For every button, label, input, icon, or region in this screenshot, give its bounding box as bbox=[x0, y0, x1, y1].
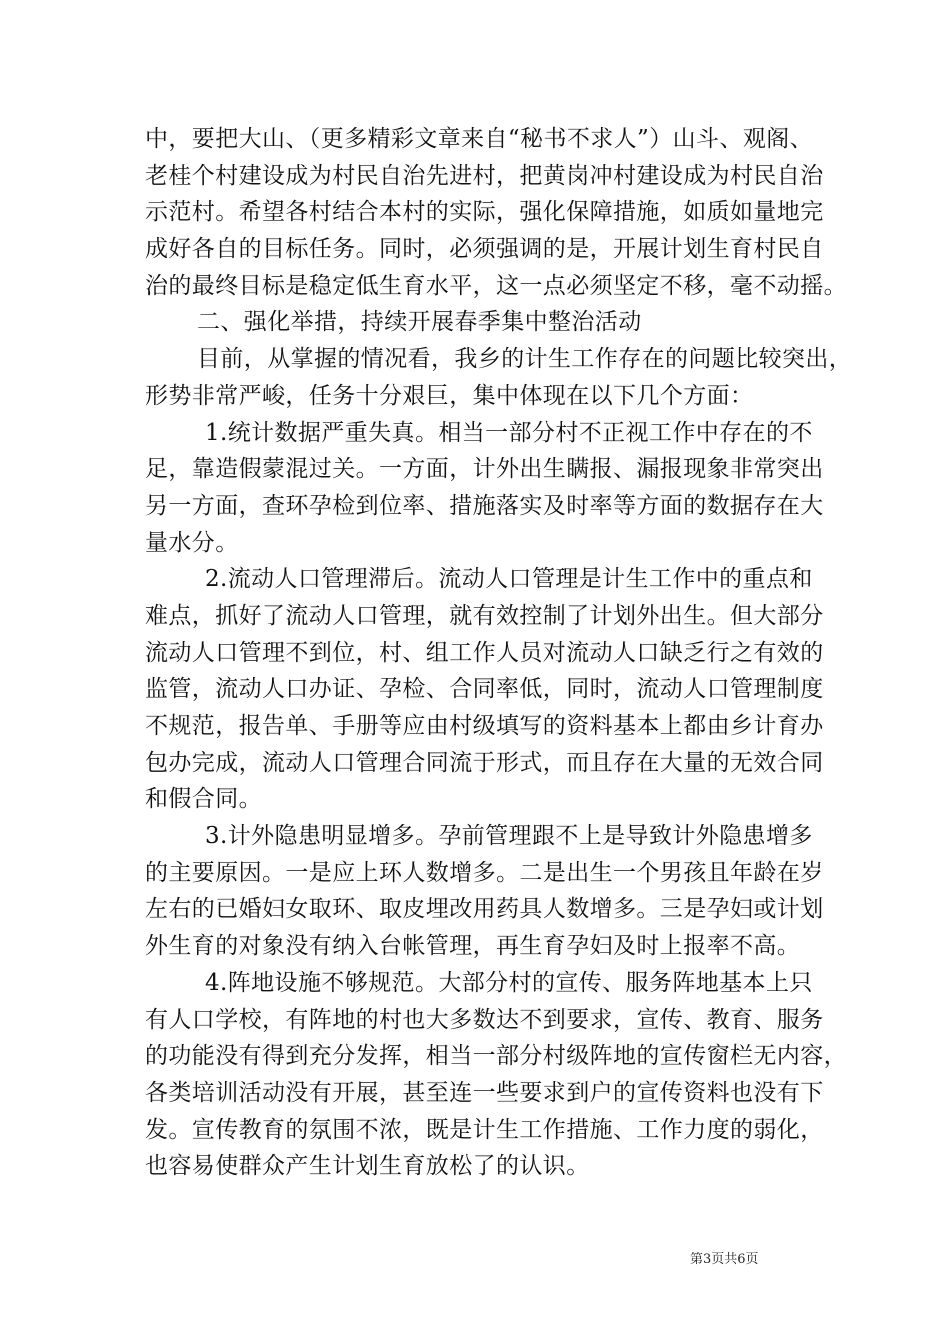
text-line: 示范村。希望各村结合本村的实际，强化保障措施，如质如量地完 bbox=[145, 199, 824, 226]
text-line: 有人口学校，有阵地的村也大多数达不到要求，宣传、教育、服务 bbox=[145, 1006, 824, 1033]
text-line: 流动人口管理不到位，村、组工作人员对流动人口缺乏行之有效的 bbox=[145, 639, 824, 666]
text-line: 中，要把大山、（更多精彩文章来自“秘书不求人”）山斗、观阁、 bbox=[145, 126, 814, 152]
text-line: 和假合同。 bbox=[145, 786, 262, 813]
list-item-heading: 4.阵地设施不够规范。大部分村的宣传、服务阵地基本上只 bbox=[205, 969, 813, 996]
list-item-heading: 1.统计数据严重失真。相当一部分村不正视工作中存在的不 bbox=[205, 419, 813, 446]
text-line: 量水分。 bbox=[145, 529, 239, 556]
text-line: 各类培训活动没有开展，甚至连一些要求到户的宣传资料也没有下 bbox=[145, 1079, 824, 1106]
text-line: 不规范，报告单、手册等应由村级填写的资料基本上都由乡计育办 bbox=[145, 713, 824, 739]
text-line: 难点，抓好了流动人口管理，就有效控制了计划外出生。但大部分 bbox=[145, 602, 824, 629]
text-line: 的主要原因。一是应上环人数增多。二是出生一个男孩且年龄在岁 bbox=[145, 859, 824, 886]
text-line: 治的最终目标是稳定低生育水平，这一点必须坚定不移，毫不动摇。 bbox=[145, 272, 847, 299]
list-item-heading: 2.流动人口管理滞后。流动人口管理是计生工作中的重点和 bbox=[205, 566, 813, 593]
text-line: 另一方面，查环孕检到位率、措施落实及时率等方面的数据存在大 bbox=[145, 492, 824, 519]
text-line: 也容易使群众产生计划生育放松了的认识。 bbox=[145, 1153, 590, 1180]
body-text bbox=[145, 121, 853, 1185]
text-line: 发。宣传教育的氛围不浓，既是计生工作措施、工作力度的弱化， bbox=[145, 1116, 824, 1143]
text-line: 的功能没有得到充分发挥，相当一部分村级阵地的宣传窗栏无内容， bbox=[145, 1043, 847, 1070]
text-line: 监管，流动人口办证、孕检、合同率低，同时，流动人口管理制度 bbox=[145, 676, 824, 703]
section-heading: 二、强化举措，持续开展春季集中整治活动 bbox=[197, 309, 642, 336]
text-line: 左右的已婚妇女取环、取皮埋改用药具人数增多。三是孕妇或计划 bbox=[145, 896, 824, 923]
list-item-heading: 3.计外隐患明显增多。孕前管理跟不上是导致计外隐患增多 bbox=[205, 823, 813, 850]
text-line: 成好各自的目标任务。同时，必须强调的是，开展计划生育村民自 bbox=[145, 236, 824, 263]
text-line: 目前，从掌握的情况看，我乡的计生工作存在的问题比较突出， bbox=[197, 346, 853, 373]
page-number: 第3页共6页 bbox=[690, 1252, 759, 1267]
text-line: 老桂个村建设成为村民自治先进村，把黄岗冲村建设成为村民自治 bbox=[145, 162, 824, 189]
text-line: 包办完成，流动人口管理合同流于形式，而且存在大量的无效合同 bbox=[145, 749, 824, 776]
text-line: 形势非常严峻，任务十分艰巨，集中体现在以下几个方面： bbox=[145, 382, 754, 409]
text-line: 足，靠造假蒙混过关。一方面，计外出生瞒报、漏报现象非常突出 bbox=[145, 456, 824, 483]
text-line: 外生育的对象没有纳入台帐管理，再生育孕妇及时上报率不高。 bbox=[145, 933, 801, 960]
